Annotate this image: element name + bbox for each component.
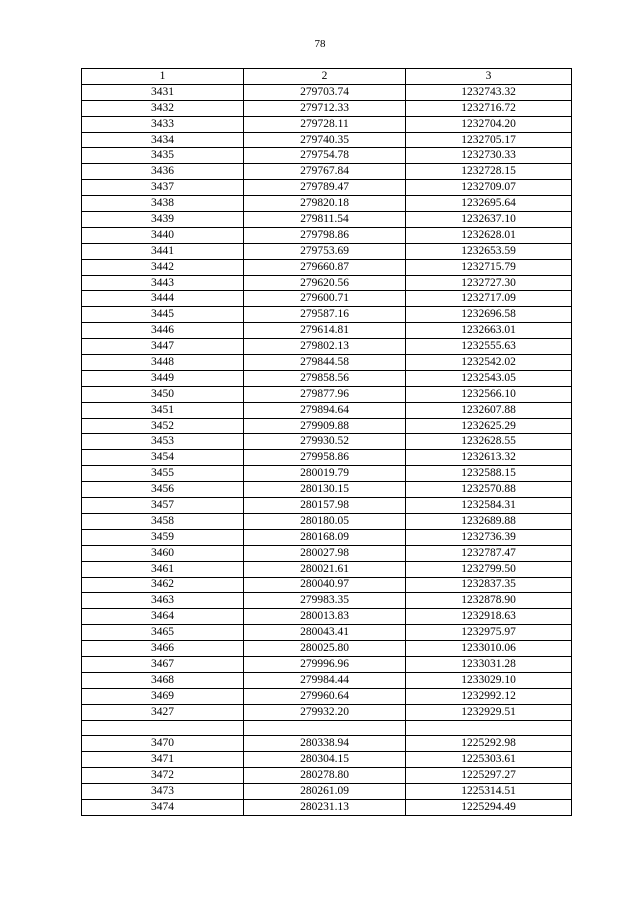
x-coordinate-cell: 280013.83 <box>244 609 406 625</box>
point-number-cell: 3435 <box>82 148 244 164</box>
x-coordinate-cell: 279996.96 <box>244 656 406 672</box>
x-coordinate-cell: 279960.64 <box>244 688 406 704</box>
point-number-cell: 3440 <box>82 227 244 243</box>
x-coordinate-cell: 280278.80 <box>244 768 406 784</box>
x-coordinate-cell: 279811.54 <box>244 212 406 228</box>
table-row <box>82 291 572 307</box>
y-coordinate-cell: 1232584.31 <box>406 498 572 514</box>
table-row <box>82 736 572 752</box>
table-row <box>82 323 572 339</box>
y-coordinate-cell: 1232799.50 <box>406 561 572 577</box>
y-coordinate-cell: 1232787.47 <box>406 545 572 561</box>
point-number-cell: 3441 <box>82 243 244 259</box>
x-coordinate-cell: 280338.94 <box>244 736 406 752</box>
table-row <box>82 243 572 259</box>
table-row <box>82 148 572 164</box>
x-coordinate-cell: 279740.35 <box>244 132 406 148</box>
x-coordinate-cell <box>244 720 406 736</box>
point-number-cell: 3464 <box>82 609 244 625</box>
y-coordinate-cell: 1232542.02 <box>406 355 572 371</box>
x-coordinate-cell: 279802.13 <box>244 339 406 355</box>
point-number-cell: 3444 <box>82 291 244 307</box>
y-coordinate-cell: 1232727.30 <box>406 275 572 291</box>
y-coordinate-cell: 1232588.15 <box>406 466 572 482</box>
x-coordinate-cell: 279894.64 <box>244 402 406 418</box>
y-coordinate-cell: 1225303.61 <box>406 752 572 768</box>
point-number-cell: 3473 <box>82 784 244 800</box>
y-coordinate-cell: 1232613.32 <box>406 450 572 466</box>
y-coordinate-cell: 1232566.10 <box>406 386 572 402</box>
x-coordinate-cell: 280027.98 <box>244 545 406 561</box>
y-coordinate-cell: 1232975.97 <box>406 625 572 641</box>
x-coordinate-cell: 279909.88 <box>244 418 406 434</box>
point-number-cell <box>82 720 244 736</box>
point-number-cell: 3459 <box>82 529 244 545</box>
x-coordinate-cell: 279600.71 <box>244 291 406 307</box>
x-coordinate-cell: 279712.33 <box>244 100 406 116</box>
x-coordinate-cell: 279789.47 <box>244 180 406 196</box>
point-number-cell: 3470 <box>82 736 244 752</box>
y-coordinate-cell: 1232555.63 <box>406 339 572 355</box>
y-coordinate-cell: 1232663.01 <box>406 323 572 339</box>
x-coordinate-cell: 279754.78 <box>244 148 406 164</box>
table-row <box>82 386 572 402</box>
point-number-cell: 3452 <box>82 418 244 434</box>
point-number-cell: 3462 <box>82 577 244 593</box>
point-number-cell: 3474 <box>82 799 244 815</box>
table-row <box>82 84 572 100</box>
point-number-cell: 3467 <box>82 656 244 672</box>
point-number-cell: 3447 <box>82 339 244 355</box>
table-header-row <box>82 69 572 85</box>
point-number-cell: 3427 <box>82 704 244 720</box>
page-number: 78 <box>314 38 326 50</box>
point-number-cell: 3468 <box>82 672 244 688</box>
point-number-cell: 3471 <box>82 752 244 768</box>
y-coordinate-cell: 1232696.58 <box>406 307 572 323</box>
table-row <box>82 656 572 672</box>
point-number-cell: 3449 <box>82 370 244 386</box>
point-number-cell: 3442 <box>82 259 244 275</box>
y-coordinate-cell: 1233029.10 <box>406 672 572 688</box>
table-row <box>82 529 572 545</box>
x-coordinate-cell: 279877.96 <box>244 386 406 402</box>
y-coordinate-cell: 1232716.72 <box>406 100 572 116</box>
point-number-cell: 3445 <box>82 307 244 323</box>
table-row <box>82 498 572 514</box>
table-row <box>82 577 572 593</box>
table-row <box>82 116 572 132</box>
table-row <box>82 355 572 371</box>
y-coordinate-cell: 1232637.10 <box>406 212 572 228</box>
point-number-cell: 3456 <box>82 482 244 498</box>
point-number-cell: 3439 <box>82 212 244 228</box>
y-coordinate-cell: 1232992.12 <box>406 688 572 704</box>
y-coordinate-cell: 1232837.35 <box>406 577 572 593</box>
x-coordinate-cell: 279930.52 <box>244 434 406 450</box>
y-coordinate-cell: 1225297.27 <box>406 768 572 784</box>
table-row <box>82 402 572 418</box>
table-row <box>82 212 572 228</box>
point-number-cell: 3457 <box>82 498 244 514</box>
table-body <box>82 84 572 815</box>
x-coordinate-cell: 279753.69 <box>244 243 406 259</box>
y-coordinate-cell: 1232653.59 <box>406 243 572 259</box>
y-coordinate-cell: 1232570.88 <box>406 482 572 498</box>
table-row <box>82 307 572 323</box>
x-coordinate-cell: 279858.56 <box>244 370 406 386</box>
table-row <box>82 434 572 450</box>
point-number-cell: 3454 <box>82 450 244 466</box>
point-number-cell: 3469 <box>82 688 244 704</box>
table-row <box>82 180 572 196</box>
x-coordinate-cell: 280261.09 <box>244 784 406 800</box>
y-coordinate-cell: 1232717.09 <box>406 291 572 307</box>
point-number-cell: 3438 <box>82 196 244 212</box>
y-coordinate-cell: 1232704.20 <box>406 116 572 132</box>
point-number-cell: 3436 <box>82 164 244 180</box>
y-coordinate-cell: 1232918.63 <box>406 609 572 625</box>
x-coordinate-cell: 279728.11 <box>244 116 406 132</box>
table-row <box>82 100 572 116</box>
y-coordinate-cell: 1232728.15 <box>406 164 572 180</box>
table-row <box>82 196 572 212</box>
table-row <box>82 625 572 641</box>
table-row <box>82 275 572 291</box>
point-number-cell: 3448 <box>82 355 244 371</box>
point-number-cell: 3451 <box>82 402 244 418</box>
table-row <box>82 704 572 720</box>
y-coordinate-cell: 1225314.51 <box>406 784 572 800</box>
x-coordinate-cell: 279958.86 <box>244 450 406 466</box>
point-number-cell: 3458 <box>82 513 244 529</box>
table-row <box>82 799 572 815</box>
coordinates-table <box>81 68 572 816</box>
table-row <box>82 466 572 482</box>
table-row <box>82 513 572 529</box>
y-coordinate-cell: 1232878.90 <box>406 593 572 609</box>
point-number-cell: 3463 <box>82 593 244 609</box>
point-number-cell: 3455 <box>82 466 244 482</box>
x-coordinate-cell: 280168.09 <box>244 529 406 545</box>
x-coordinate-cell: 279767.84 <box>244 164 406 180</box>
point-number-cell: 3433 <box>82 116 244 132</box>
x-coordinate-cell: 279798.86 <box>244 227 406 243</box>
x-coordinate-cell: 279703.74 <box>244 84 406 100</box>
x-coordinate-cell: 280130.15 <box>244 482 406 498</box>
x-coordinate-cell: 279614.81 <box>244 323 406 339</box>
point-number-cell: 3437 <box>82 180 244 196</box>
point-number-cell: 3453 <box>82 434 244 450</box>
y-coordinate-cell: 1232689.88 <box>406 513 572 529</box>
table-row <box>82 720 572 736</box>
y-coordinate-cell: 1232543.05 <box>406 370 572 386</box>
x-coordinate-cell: 280304.15 <box>244 752 406 768</box>
x-coordinate-cell: 279983.35 <box>244 593 406 609</box>
y-coordinate-cell: 1232705.17 <box>406 132 572 148</box>
table-row <box>82 609 572 625</box>
y-coordinate-cell: 1233010.06 <box>406 641 572 657</box>
y-coordinate-cell: 1232695.64 <box>406 196 572 212</box>
y-coordinate-cell: 1233031.28 <box>406 656 572 672</box>
point-number-cell: 3461 <box>82 561 244 577</box>
x-coordinate-cell: 279932.20 <box>244 704 406 720</box>
point-number-cell: 3460 <box>82 545 244 561</box>
table-row <box>82 688 572 704</box>
table-row <box>82 672 572 688</box>
table-row <box>82 164 572 180</box>
table-row <box>82 227 572 243</box>
x-coordinate-cell: 280040.97 <box>244 577 406 593</box>
x-coordinate-cell: 279844.58 <box>244 355 406 371</box>
y-coordinate-cell: 1232929.51 <box>406 704 572 720</box>
table-row <box>82 561 572 577</box>
column-header-3: 3 <box>406 69 572 85</box>
table-row <box>82 132 572 148</box>
y-coordinate-cell: 1232607.88 <box>406 402 572 418</box>
table-row <box>82 418 572 434</box>
table-row <box>82 768 572 784</box>
table-row <box>82 370 572 386</box>
x-coordinate-cell: 279620.56 <box>244 275 406 291</box>
table-row <box>82 593 572 609</box>
column-header-2: 2 <box>244 69 406 85</box>
y-coordinate-cell: 1232736.39 <box>406 529 572 545</box>
table-row <box>82 259 572 275</box>
x-coordinate-cell: 279587.16 <box>244 307 406 323</box>
y-coordinate-cell: 1225292.98 <box>406 736 572 752</box>
y-coordinate-cell <box>406 720 572 736</box>
x-coordinate-cell: 279660.87 <box>244 259 406 275</box>
y-coordinate-cell: 1232628.01 <box>406 227 572 243</box>
x-coordinate-cell: 280043.41 <box>244 625 406 641</box>
x-coordinate-cell: 280180.05 <box>244 513 406 529</box>
point-number-cell: 3443 <box>82 275 244 291</box>
point-number-cell: 3450 <box>82 386 244 402</box>
x-coordinate-cell: 280021.61 <box>244 561 406 577</box>
table-row <box>82 482 572 498</box>
x-coordinate-cell: 279820.18 <box>244 196 406 212</box>
column-header-1: 1 <box>82 69 244 85</box>
point-number-cell: 3472 <box>82 768 244 784</box>
x-coordinate-cell: 280025.80 <box>244 641 406 657</box>
y-coordinate-cell: 1225294.49 <box>406 799 572 815</box>
y-coordinate-cell: 1232628.55 <box>406 434 572 450</box>
y-coordinate-cell: 1232715.79 <box>406 259 572 275</box>
y-coordinate-cell: 1232730.33 <box>406 148 572 164</box>
x-coordinate-cell: 280231.13 <box>244 799 406 815</box>
point-number-cell: 3432 <box>82 100 244 116</box>
y-coordinate-cell: 1232709.07 <box>406 180 572 196</box>
y-coordinate-cell: 1232743.32 <box>406 84 572 100</box>
x-coordinate-cell: 280157.98 <box>244 498 406 514</box>
table-row <box>82 641 572 657</box>
x-coordinate-cell: 280019.79 <box>244 466 406 482</box>
table-row <box>82 752 572 768</box>
point-number-cell: 3466 <box>82 641 244 657</box>
point-number-cell: 3434 <box>82 132 244 148</box>
y-coordinate-cell: 1232625.29 <box>406 418 572 434</box>
table-row <box>82 339 572 355</box>
table-row <box>82 450 572 466</box>
table-row <box>82 784 572 800</box>
x-coordinate-cell: 279984.44 <box>244 672 406 688</box>
point-number-cell: 3446 <box>82 323 244 339</box>
point-number-cell: 3431 <box>82 84 244 100</box>
point-number-cell: 3465 <box>82 625 244 641</box>
table-row <box>82 545 572 561</box>
